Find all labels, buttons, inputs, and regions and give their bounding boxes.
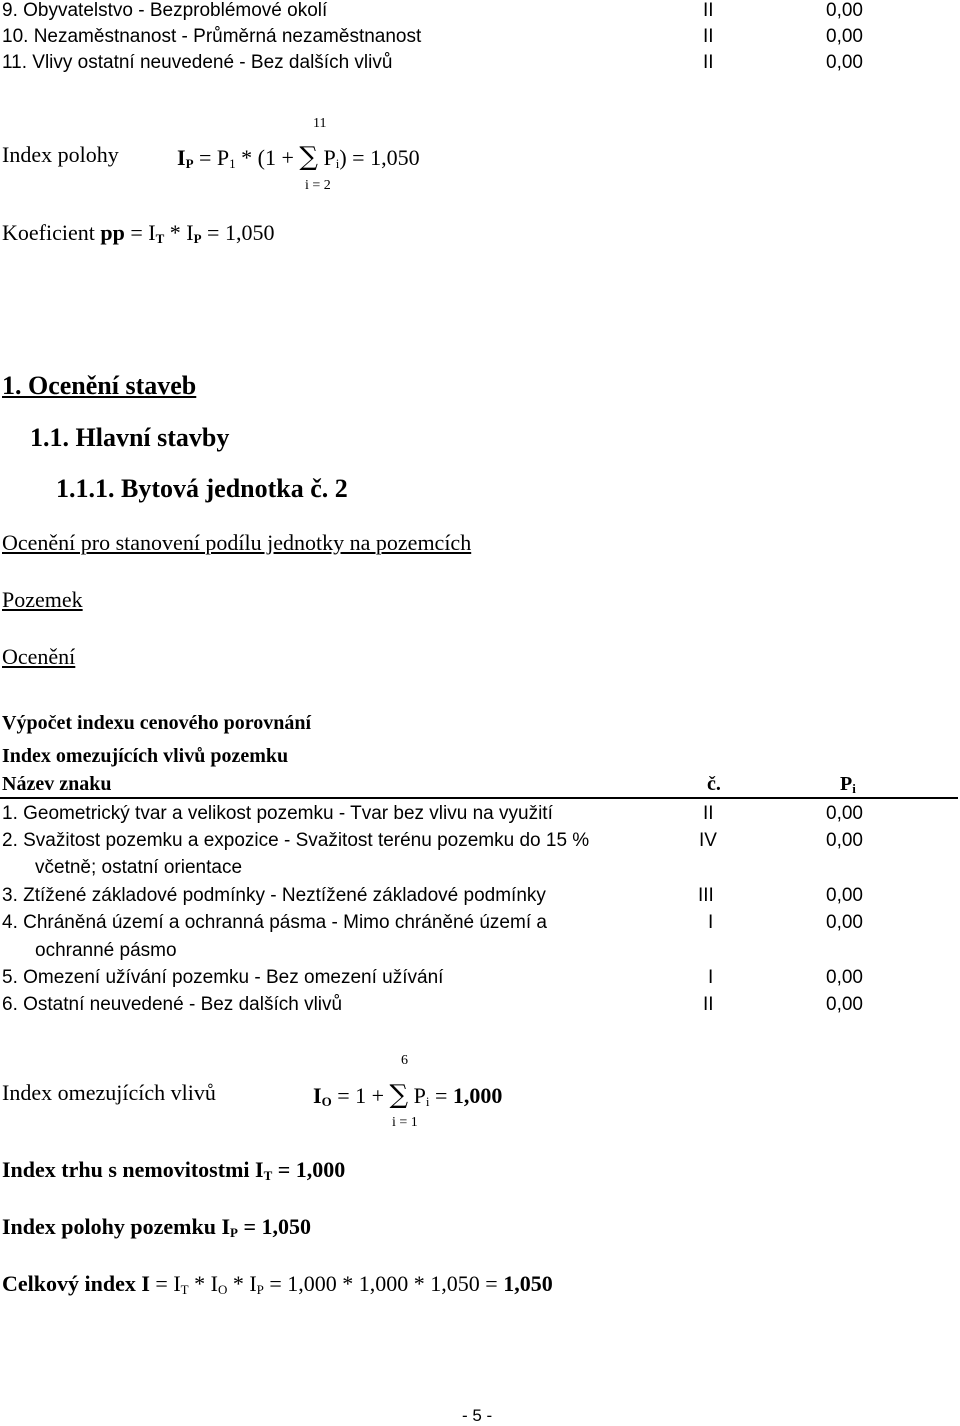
table-row-label: 1. Geometrický tvar a velikost pozemku - Tvar bez vlivu na využití <box>2 803 553 824</box>
table-row-class: III <box>698 885 714 906</box>
index-polohy-pozemku: Index polohy pozemku $I_P = 1,050$ <box>2 1214 312 1240</box>
table-row-label: 5. Omezení užívání pozemku - Bez omezení užívání <box>2 967 444 988</box>
sigma-icon: ∑ <box>299 142 318 172</box>
table-row-value: 0,00 <box>826 912 863 933</box>
heading-2: 1.1. Hlavní stavby <box>30 423 230 452</box>
vypocet-title: Výpočet indexu cenového porovnání <box>2 712 312 734</box>
table-row-label: 6. Ostatní neuvedené - Bez dalších vlivů <box>2 994 343 1015</box>
celkovy-index: Celkový index $I = I_T * I_O * I_P = 1,000 * 1,000 * 1,050 = 1,050$ <box>2 1271 553 1297</box>
column-header-p: $P_i$ <box>840 773 856 796</box>
sum-upper-limit: 6 <box>401 1053 408 1068</box>
subheading-oceneni: Ocenění <box>2 644 76 669</box>
subheading-pozemek: Pozemek <box>2 587 83 612</box>
index-polohy-label: Index polohy <box>2 142 119 167</box>
table-row-value: 0,00 <box>826 830 863 851</box>
heading-3: 1.1.1. Bytová jednotka č. 2 <box>56 474 348 503</box>
top-row-label: 9. Obyvatelstvo - Bezproblémové okolí <box>2 0 328 21</box>
table-row-label: 3. Ztížené základové podmínky - Neztížené základové podmínky <box>2 885 546 906</box>
top-row-value: 0,00 <box>826 26 863 47</box>
top-row-label: 11. Vlivy ostatní neuvedené - Bez dalších vlivů <box>2 52 393 73</box>
table-row-label: 2. Svažitost pozemku a expozice - Svažitost terénu pozemku do 15 % <box>2 830 590 851</box>
table-row-class: II <box>703 994 714 1015</box>
page-number: - 5 - <box>462 1406 493 1425</box>
subheading-oceneni-podilu: Ocenění pro stanovení podílu jednotky na pozemcích <box>2 530 472 555</box>
table-row-value: 0,00 <box>826 967 863 988</box>
table-row-label: 4. Chráněná území a ochranná pásma - Mimo chráněné území a <box>2 912 547 933</box>
index-trhu: Index trhu s nemovitostmi $I_T = 1,000$ <box>2 1157 346 1183</box>
table-row-value: 0,00 <box>826 994 863 1015</box>
sigma-icon: ∑ <box>389 1080 409 1110</box>
vypocet-subtitle: Index omezujících vlivů pozemku <box>2 745 289 767</box>
table-divider <box>0 797 958 799</box>
top-row-class: II <box>703 26 714 47</box>
table-row-label-cont: ochranné pásmo <box>35 940 177 961</box>
column-header-name: Název znaku <box>2 773 112 795</box>
table-row-class: I <box>708 967 714 988</box>
table-row-class: II <box>703 803 714 824</box>
top-row-class: II <box>703 52 714 73</box>
sum-lower-limit: i = 1 <box>392 1115 418 1130</box>
index-polohy-formula: $I_P = P_1 * (1$ + ∑ $P_i) = 1,050$ <box>177 142 420 172</box>
index-omez-label: Index omezujících vlivů <box>2 1080 216 1105</box>
top-row-class: II <box>703 0 714 21</box>
heading-1: 1. Ocenění staveb <box>2 371 197 400</box>
top-row-label: 10. Nezaměstnanost - Průměrná nezaměstnanost <box>2 26 422 47</box>
koeficient-line: Koeficient pp = $I_T * I_P = 1,050$ <box>2 220 275 246</box>
table-row-value: 0,00 <box>826 803 863 824</box>
top-row-value: 0,00 <box>826 0 863 21</box>
sum-lower-limit: i = 2 <box>305 178 331 193</box>
table-row-value: 0,00 <box>826 885 863 906</box>
column-header-c: č. <box>707 773 721 795</box>
top-row-value: 0,00 <box>826 52 863 73</box>
sum-upper-limit: 11 <box>313 116 327 131</box>
index-omez-formula: $I_O = 1$ + ∑ $P_i = 1,000$ <box>313 1080 503 1110</box>
table-row-class: IV <box>699 830 717 851</box>
table-row-label-cont: včetně; ostatní orientace <box>35 857 243 878</box>
table-row-class: I <box>708 912 714 933</box>
